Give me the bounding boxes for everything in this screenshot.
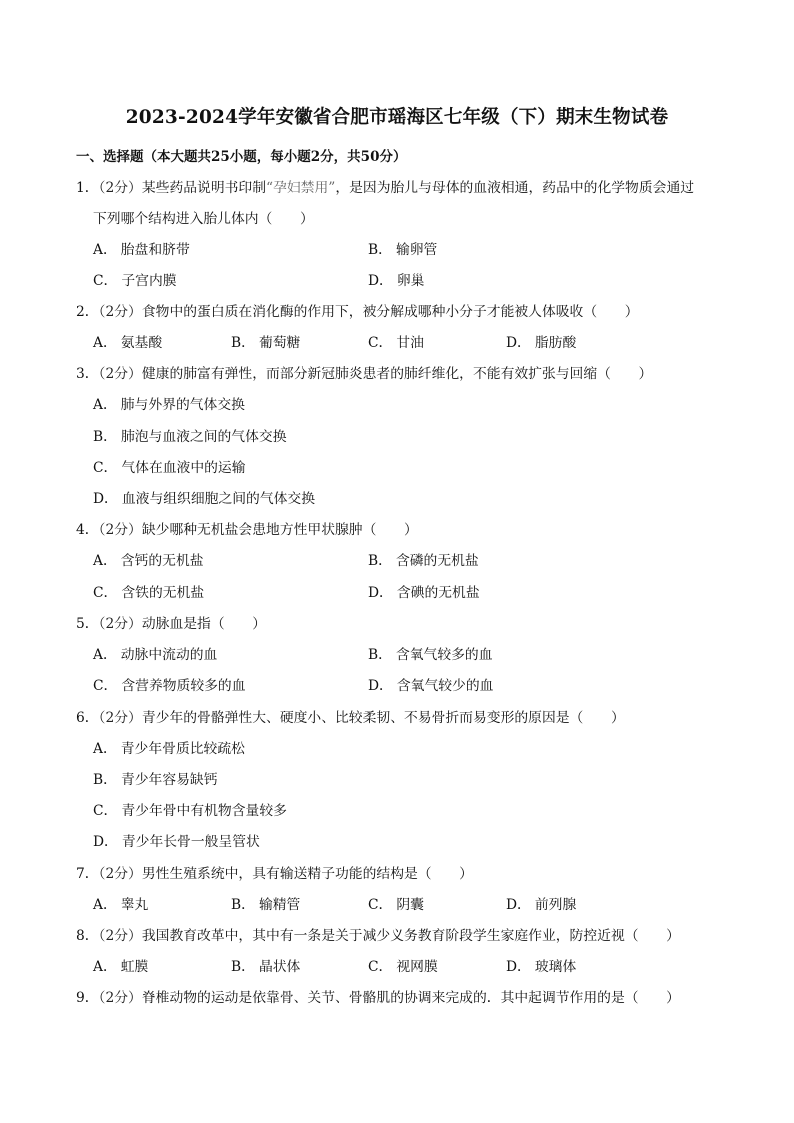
option-label: C． — [93, 678, 118, 694]
option-c[interactable] — [93, 581, 204, 601]
option-b[interactable] — [231, 331, 300, 351]
question-1 — [76, 176, 694, 196]
question-stem: 某些药品说明书印制 — [141, 180, 267, 196]
option-a[interactable] — [93, 549, 204, 569]
option-text: 胎盘和脐带 — [120, 242, 190, 258]
option-label: B． — [93, 772, 117, 788]
option-d[interactable] — [506, 955, 576, 975]
question-2 — [76, 300, 639, 320]
option-label: B． — [368, 242, 392, 258]
option-d[interactable] — [368, 674, 493, 694]
question-stem: ，是因为胎儿与母体的血液相通，药品中的化学物质会通过 — [335, 180, 695, 196]
option-d[interactable] — [368, 581, 480, 601]
option-b[interactable] — [368, 643, 493, 663]
option-text: 虹膜 — [120, 959, 149, 975]
option-label: D． — [368, 585, 393, 601]
option-label: B． — [368, 553, 392, 569]
question-8 — [76, 924, 680, 944]
question-6 — [76, 706, 625, 726]
question-5 — [76, 612, 266, 632]
question-3 — [76, 362, 652, 382]
question-stem: 青少年的骨骼弹性大、硬度小、比较柔韧、不易骨折而易变形的原因是（ ） — [141, 710, 625, 726]
option-b[interactable] — [93, 425, 287, 445]
option-text: 脂肪酸 — [534, 335, 577, 351]
option-d[interactable] — [506, 331, 576, 351]
option-label: A． — [93, 959, 117, 975]
question-number: 7． — [76, 866, 99, 882]
question-number: 1． — [76, 180, 99, 196]
option-label: C． — [368, 959, 393, 975]
option-text: 晶状体 — [258, 959, 301, 975]
option-c[interactable] — [93, 674, 246, 694]
option-a[interactable] — [93, 643, 217, 663]
option-label: D． — [506, 959, 531, 975]
option-c[interactable] — [93, 456, 246, 476]
option-b[interactable] — [231, 893, 300, 913]
option-text: 前列腺 — [534, 897, 577, 913]
option-text: 含钙的无机盐 — [120, 553, 204, 569]
question-score: （2分） — [98, 866, 142, 882]
option-label: C． — [93, 803, 118, 819]
option-d[interactable] — [506, 893, 576, 913]
option-text: 阴囊 — [396, 897, 424, 913]
question-score: （2分） — [98, 366, 142, 382]
option-text: 睾丸 — [120, 897, 149, 913]
option-text: 血液与组织细胞之间的气体交换 — [121, 491, 316, 507]
option-text: 玻璃体 — [534, 959, 577, 975]
option-text: 气体在血液中的运输 — [121, 460, 246, 476]
question-9 — [76, 986, 680, 1006]
option-b[interactable] — [93, 768, 218, 788]
question-number: 2． — [76, 304, 99, 320]
question-score: （2分） — [98, 304, 142, 320]
option-label: A． — [93, 242, 117, 258]
option-label: A． — [93, 897, 117, 913]
option-text: 含磷的无机盐 — [395, 553, 479, 569]
option-label: B． — [368, 647, 392, 663]
option-c[interactable] — [93, 269, 177, 289]
option-text: 肺与外界的气体交换 — [120, 397, 245, 413]
option-label: D． — [506, 897, 531, 913]
option-c[interactable] — [368, 893, 424, 913]
option-label: A． — [93, 335, 117, 351]
option-label: C． — [368, 897, 393, 913]
option-label: B． — [93, 429, 117, 445]
option-text: 视网膜 — [396, 959, 438, 975]
option-text: 含碘的无机盐 — [396, 585, 480, 601]
option-text: 青少年长骨一般呈管状 — [121, 834, 260, 850]
question-number: 9． — [76, 990, 99, 1006]
question-stem: 动脉血是指（ ） — [141, 616, 267, 632]
option-label: D． — [93, 834, 118, 850]
option-label: C． — [93, 460, 118, 476]
question-number: 8． — [76, 928, 99, 944]
option-b[interactable] — [368, 549, 479, 569]
option-d[interactable] — [93, 830, 260, 850]
option-label: A． — [93, 397, 117, 413]
question-number: 5． — [76, 616, 99, 632]
question-score: （2分） — [98, 616, 142, 632]
option-text: 甘油 — [396, 335, 424, 351]
option-label: D． — [506, 335, 531, 351]
option-b[interactable] — [231, 955, 300, 975]
question-number: 6． — [76, 710, 99, 726]
question-stem-quote: “孕妇禁用” — [266, 180, 336, 196]
option-a[interactable] — [93, 893, 148, 913]
option-a[interactable] — [93, 737, 245, 757]
question-7 — [76, 862, 473, 882]
option-label: B． — [231, 335, 255, 351]
question-4 — [76, 518, 418, 538]
option-label: C． — [368, 335, 393, 351]
question-stem: 健康的肺富有弹性，而部分新冠肺炎患者的肺纤维化，不能有效扩张与回缩（ ） — [141, 366, 653, 382]
option-text: 含氧气较多的血 — [395, 647, 493, 663]
option-label: A． — [93, 741, 117, 757]
question-number: 4． — [76, 522, 99, 538]
option-c[interactable] — [93, 799, 287, 819]
option-c[interactable] — [368, 331, 424, 351]
question-score: （2分） — [98, 522, 142, 538]
question-stem: 男性生殖系统中，具有输送精子功能的结构是（ ） — [141, 866, 473, 882]
option-text: 动脉中流动的血 — [120, 647, 218, 663]
option-text: 含氧气较少的血 — [396, 678, 494, 694]
question-score: （2分） — [98, 180, 142, 196]
option-a[interactable] — [93, 238, 190, 258]
question-stem: 缺少哪种无机盐会患地方性甲状腺肿（ ） — [141, 522, 418, 538]
question-stem: 我国教育改革中，其中有一条是关于减少义务教育阶段学生家庭作业，防控近视（ ） — [141, 928, 680, 944]
option-label: A． — [93, 647, 117, 663]
page-title: 2023-2024学年安徽省合肥市瑶海区七年级（下）期末生物试卷 — [125, 107, 669, 128]
option-label: D． — [368, 678, 393, 694]
option-text: 青少年容易缺钙 — [120, 772, 218, 788]
option-label: A． — [93, 553, 117, 569]
question-stem: 脊椎动物的运动是依靠骨、关节、骨骼肌的协调来完成的．其中起调节作用的是（ ） — [141, 990, 680, 1006]
option-a[interactable] — [93, 331, 162, 351]
section-heading: 一、选择题（本大题共25小题，每小题2分，共50分） — [76, 149, 407, 165]
option-label: B． — [231, 959, 255, 975]
option-a[interactable] — [93, 955, 148, 975]
option-b[interactable] — [368, 238, 437, 258]
option-text: 氨基酸 — [120, 335, 163, 351]
option-label: C． — [93, 585, 118, 601]
option-text: 肺泡与血液之间的气体交换 — [120, 429, 287, 445]
option-label: B． — [231, 897, 255, 913]
option-c[interactable] — [368, 955, 438, 975]
option-text: 含铁的无机盐 — [121, 585, 205, 601]
question-score: （2分） — [98, 990, 142, 1006]
option-text: 葡萄糖 — [258, 335, 301, 351]
option-d[interactable] — [93, 487, 315, 507]
question-score: （2分） — [98, 928, 142, 944]
option-label: D． — [93, 491, 118, 507]
option-label: C． — [93, 273, 118, 289]
question-stem-continued: 下列哪个结构进入胎儿体内（ ） — [93, 211, 314, 227]
option-text: 青少年骨质比较疏松 — [120, 741, 245, 757]
option-text: 子宫内膜 — [121, 273, 177, 289]
option-d[interactable] — [368, 269, 424, 289]
question-stem: 食物中的蛋白质在消化酶的作用下，被分解成哪种小分子才能被人体吸收（ ） — [141, 304, 639, 320]
option-text: 卵巢 — [396, 273, 425, 289]
option-text: 输精管 — [258, 897, 301, 913]
option-label: D． — [368, 273, 393, 289]
option-text: 输卵管 — [395, 242, 438, 258]
question-score: （2分） — [98, 710, 142, 726]
option-text: 含营养物质较多的血 — [121, 678, 246, 694]
question-number: 3． — [76, 366, 99, 382]
option-text: 青少年骨中有机物含量较多 — [121, 803, 287, 819]
option-a[interactable] — [93, 393, 245, 413]
